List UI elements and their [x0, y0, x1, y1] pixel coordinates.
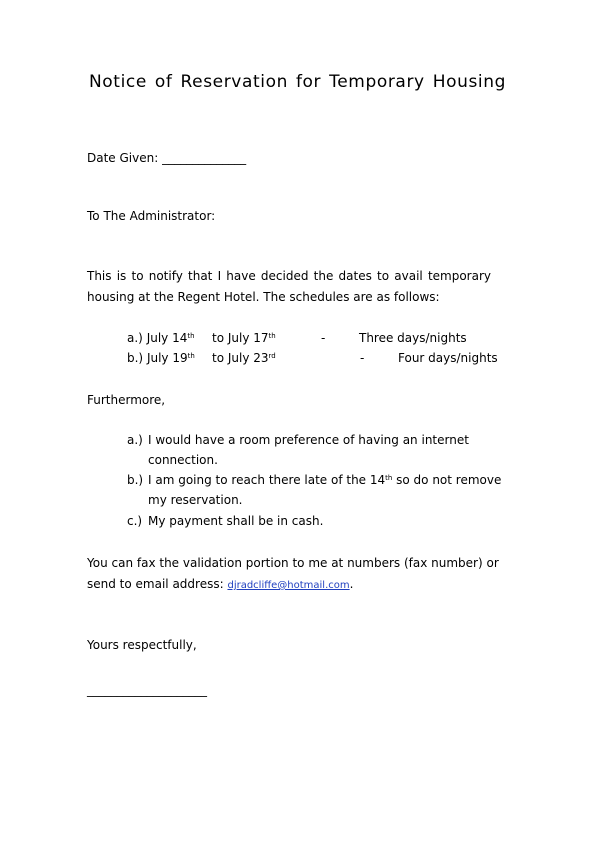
schedule-item-a — [127, 331, 195, 345]
request-b-line-2: my reservation. — [148, 493, 243, 507]
request-c-line-1: My payment shall be in cash. — [148, 514, 324, 528]
intro-line-2: housing at the Regent Hotel. The schedules are as follows: — [87, 290, 440, 304]
request-marker: a.) — [127, 433, 143, 447]
date-given-label: Date Given: — [87, 151, 159, 165]
schedule-to: to July 23rd — [212, 351, 276, 365]
furthermore-label: Furthermore, — [87, 393, 166, 407]
schedule-marker: b.) — [127, 351, 144, 365]
request-marker: c.) — [127, 514, 143, 528]
schedule-from: July 14th — [146, 331, 195, 345]
request-b-line-1: I am going to reach there late of the 14th so do not remove — [148, 473, 502, 487]
page-title: Notice of Reservation for Temporary Housing — [88, 72, 506, 92]
fax-line-2: send to email address: djradcliffe@hotmail.com. — [87, 577, 354, 591]
email-link[interactable]: djradcliffe@hotmail.com — [227, 580, 350, 591]
schedule-from: July 19th — [146, 351, 195, 365]
schedule-dash: - — [321, 331, 326, 345]
schedule-item-b — [127, 351, 195, 365]
date-given-line — [87, 151, 246, 165]
schedule-duration: Four days/nights — [398, 351, 498, 365]
schedule-duration: Three days/nights — [359, 331, 467, 345]
schedule-marker: a.) — [127, 331, 143, 345]
fax-line-1: You can fax the validation portion to me at numbers (fax number) or — [87, 556, 499, 570]
request-a-line-2: connection. — [148, 453, 218, 467]
schedule-dash: - — [360, 351, 365, 365]
signature-line: ____________________ — [87, 683, 207, 697]
schedule-to: to July 17th — [212, 331, 276, 345]
intro-line-1: This is to notify that I have decided the dates to avail temporary — [87, 269, 491, 283]
salutation: To The Administrator: — [87, 209, 216, 223]
request-marker: b.) — [127, 473, 144, 487]
date-given-blank: ______________ — [162, 151, 247, 165]
request-a-line-1: I would have a room preference of having an internet — [148, 433, 469, 447]
closing: Yours respectfully, — [87, 638, 197, 652]
